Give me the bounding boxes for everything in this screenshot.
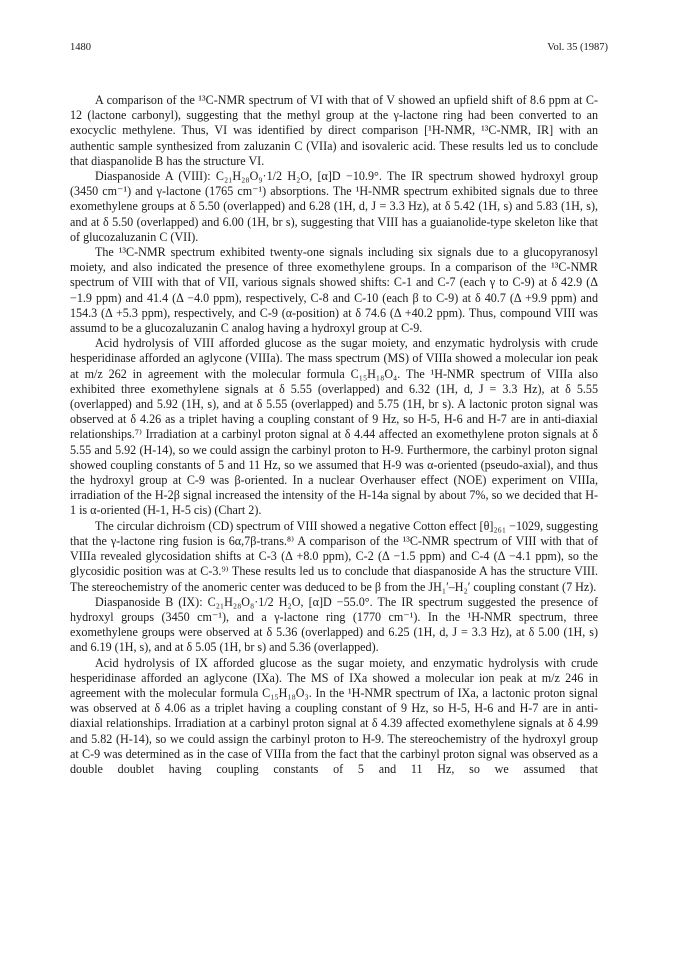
body-text bbox=[70, 93, 598, 777]
paragraph-13c-comparison: A comparison of the ¹³C-NMR spectrum of VI with that of V showed an upfield shift of 8.6 ppm at C-12 (lactone carbonyl), suggesting that the methyl group at the γ-lactone ring had been converted to an exocyclic methylene. Thus, VI was identified by direct comparison [¹H-NMR, ¹³C-NMR, IR] with an authentic sample synthesized from zaluzanin C (VIIa) and isovaleric acid. These results led us to conclude that diaspanolide B has the structure VI. bbox=[70, 93, 598, 168]
page-number: 1480 bbox=[70, 42, 91, 53]
paragraph-acid-hydrolysis-viii: Acid hydrolysis of VIII afforded glucose as the sugar moiety, and enzymatic hydrolysis with crude hesperidinase afforded an aglycone (VIIIa). The mass spectrum (MS) of VIIIa showed a molecular ion peak at m/z 262 in agreement with the molecular formula C₁₅H₁₈O₄. The ¹H-NMR spectrum of VIIIa also exhibited three exomethylene signals at δ 5.55 (overlapped) and 6.32 (1H, d, J = 3.3 Hz), at δ 5.55 (overlapped) and 5.92 (1H, s), and at δ 5.55 (overlapped) and 5.75 (1H, br s). A lactonic proton signal was observed at δ 4.26 as a triplet having a coupling constant of 9 Hz, so H-5, H-6 and H-7 are in anti-diaxial relationships.⁷⁾ Irradiation at a carbinyl proton signal at δ 4.44 affected an exomethylene proton signals at δ 5.55 and 5.92 (H-14), so we could assign the carbinyl proton to H-9. Furthermore, the carbinyl proton signal showed coupling constants of 5 and 11 Hz, so we assumed that H-9 was α-oriented (pseudo-axial), and thus the hydroxyl group at C-9 was β-oriented. In a nuclear Overhauser effect (NOE) experiment on VIIIa, irradiation of the H-2β signal increased the intensity of the H-14a signal by about 7%, so we decided that H-1 is α-oriented (H-1, H-5 cis) (Chart 2). bbox=[70, 336, 598, 518]
running-head bbox=[70, 42, 608, 53]
paragraph-13c-spectrum: The ¹³C-NMR spectrum exhibited twenty-one signals including six signals due to a glucopyranosyl moiety, and also indicated the presence of three exomethylene groups. In a comparison of the ¹³C-NMR spectrum of VIII with that of VII, various signals showed shifts: C-1 and C-7 (each γ to C-9) at δ 42.9 (Δ −1.9 ppm) and 41.4 (Δ −4.0 ppm), respectively, C-8 and C-10 (each β to C-9) at δ 40.7 (Δ +9.9 ppm) and 154.3 (Δ +5.3 ppm), respectively, and C-9 (α-position) at δ 74.6 (Δ +40.2 ppm). Thus, compound VIII was assumd to be a glucozaluzanin C analog having a hydroxyl group at C-9. bbox=[70, 245, 598, 336]
paragraph-circular-dichroism: The circular dichroism (CD) spectrum of VIII showed a negative Cotton effect [θ]₂₆₁ −1029, suggesting that the γ-lactone ring fusion is 6α,7β-trans.⁸⁾ A comparison of the ¹³C-NMR spectrum of VIII with that of VIIIa revealed glycosidation shifts at C-3 (Δ +8.0 ppm), C-2 (Δ −1.5 ppm) and C-4 (Δ −4.1 ppm), so the glycosidic position was at C-3.⁹⁾ These results led us to conclude that diaspanoside A has the structure VIII. The stereochemistry of the anomeric center was deduced to be β from the JH₁′–H₂′ coupling constant (7 Hz). bbox=[70, 518, 598, 594]
paragraph-diaspanoside-a: Diaspanoside A (VIII): C₂₁H₂₈O₉·1/2 H₂O, [α]D −10.9°. The IR spectrum showed hydroxyl group (3450 cm⁻¹) and γ-lactone (1765 cm⁻¹) absorptions. The ¹H-NMR spectrum exhibited signals due to three exomethylene groups at δ 5.50 (overlapped) and 6.28 (1H, d, J = 3.3 Hz), at δ 5.42 (1H, s) and 5.83 (1H, s), and at δ 5.50 (overlapped) and 6.00 (1H, br s), suggesting that VIII has a guaianolide-type skeleton like that of glucozaluzanin C (VII). bbox=[70, 169, 598, 244]
paragraph-diaspanoside-b: Diaspanoside B (IX): C₂₁H₂₈O₈·1/2 H₂O, [α]D −55.0°. The IR spectrum suggested the presence of hydroxyl groups (3450 cm⁻¹), and a γ-lactone ring (1770 cm⁻¹). In the ¹H-NMR spectrum, three exomethylene groups were observed at δ 5.36 (overlapped) and 6.25 (1H, d, J = 3.3 Hz), at δ 5.00 (1H, s) and 6.19 (1H, s), and at δ 5.05 (1H, br s) and 5.36 (overlapped). bbox=[70, 594, 598, 655]
paragraph-acid-hydrolysis-ix: Acid hydrolysis of IX afforded glucose as the sugar moiety, and enzymatic hydrolysis with crude hesperidinase afforded an aglycone (IXa). The MS of IXa showed a molecular ion peak at m/z 246 in agreement with the molecular formula C₁₅H₁₈O₃. In the ¹H-NMR spectrum of IXa, a lactonic proton signal was observed at δ 4.06 as a triplet having a coupling constant of 9 Hz, so H-5, H-6 and H-7 are in anti-diaxial relationships. Irradiation at a carbinyl proton signal at δ 4.39 affected exomethylene signals at δ 4.99 and 5.82 (H-14), so we could assign the carbinyl proton to H-9. The stereochemistry of the hydroxyl group at C-9 was determined as in the case of VIIIa from the fact that the carbinyl proton signal was observed as a double doublet having coupling constants of 5 and 11 Hz, so we assumed that bbox=[70, 655, 598, 776]
volume-label: Vol. 35 (1987) bbox=[547, 42, 608, 53]
